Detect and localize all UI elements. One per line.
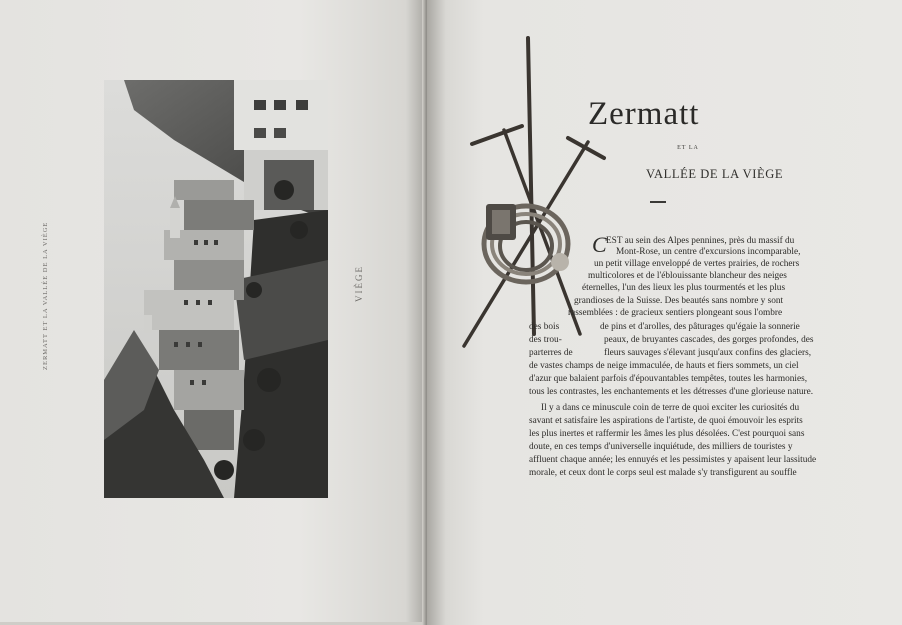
body-line: tous les contrastes, les enchantements et les détresses d'une glorieuse nature. bbox=[529, 387, 814, 397]
plate-caption: VIÈGE bbox=[354, 265, 364, 302]
body-line: doute, en ces temps d'universelle inquiétude, des milliers de touristes y bbox=[529, 442, 793, 452]
body-line: un petit village enveloppé de vertes prairies, de rochers bbox=[594, 259, 800, 269]
body-line: morale, et ceux dont le corps seul est malade s'y transfigurent au souffle bbox=[529, 468, 797, 478]
body-line: parterres de bbox=[529, 348, 573, 358]
title-ornament bbox=[650, 201, 666, 203]
body-line: Mont-Rose, un centre d'excursions incomparable, bbox=[616, 247, 801, 257]
body-line: multicolores et de l'éblouissante blancheur des neiges bbox=[588, 271, 787, 281]
left-page bbox=[0, 0, 427, 625]
body-line: EST au sein des Alpes pennines, près du massif du bbox=[606, 236, 795, 246]
body-line: peaux, de bruyantes cascades, des gorges profondes, des bbox=[604, 335, 814, 345]
chapter-title: Zermatt bbox=[588, 96, 700, 132]
body-line: fleurs sauvages s'élevant jusqu'aux confins des glaciers, bbox=[604, 348, 812, 358]
body-line: des trou- bbox=[529, 335, 562, 345]
chapter-subtitle: VALLÉE DE LA VIÈGE bbox=[646, 167, 784, 181]
body-line: savant et satisfaire les aspirations de l'artiste, de quoi émouvoir les esprits bbox=[529, 416, 803, 426]
body-line: Il y a dans ce minuscule coin de terre de quoi exciter les curiosités du bbox=[541, 403, 800, 413]
body-line: de vastes champs de neige immaculée, de hauts et fiers sommets, un ciel bbox=[529, 361, 799, 371]
body-line: les plus inertes et raffermir les âmes les plus désolées. C'est pourquoi sans bbox=[529, 429, 805, 439]
village-photo-plate bbox=[104, 80, 328, 498]
drop-cap: C bbox=[592, 232, 607, 257]
body-line: affluent chaque année; les ennuyés et les pessimistes y apaisent leur lassitude bbox=[529, 455, 817, 465]
body-line: des bois bbox=[529, 322, 560, 332]
body-line: rassemblées : de gracieux sentiers plongeant sous l'ombre bbox=[568, 308, 783, 318]
body-line: éternelles, l'un des lieux les plus tourmentés et les plus bbox=[582, 283, 786, 293]
body-line: de pins et d'arolles, des pâturages qu'égaie la sonnerie bbox=[600, 322, 800, 332]
title-connector: ET LA bbox=[677, 145, 699, 151]
running-head: ZERMATT ET LA VALLÉE DE LA VIÈGE bbox=[42, 221, 49, 370]
body-line: d'azur que balaient parfois d'épouvantables tempêtes, toutes les harmonies, bbox=[529, 374, 808, 384]
viege-village-photo bbox=[104, 80, 328, 498]
body-line: grandioses de la Suisse. Des beautés sans nombre y sont bbox=[574, 296, 784, 306]
